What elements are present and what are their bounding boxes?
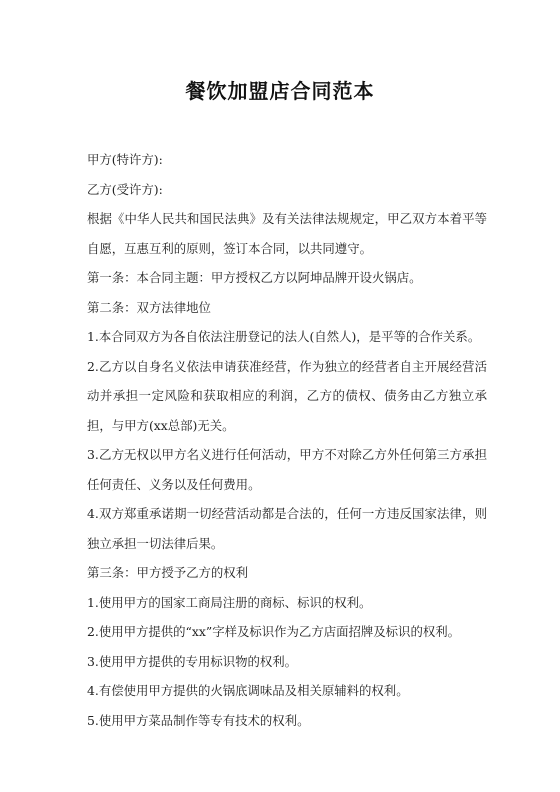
article-3-clause-3: 3.使用甲方提供的专用标识物的权利。 — [87, 653, 298, 669]
article-3-clause-4: 4.有偿使用甲方提供的火锅底调味品及相关原辅料的权利。 — [87, 683, 409, 698]
article-2-clause-2: 2.乙方以自身名义依法申请获准经营，作为独立的经营者自主开展经营活动并承担一定风险和获取相应的利润，乙方的债权、债务由乙方独立承担，与甲方(xx总部)无关。 — [87, 358, 487, 433]
article-3-heading: 第三条：甲方授予乙方的权利 — [87, 565, 249, 580]
article-2-clause-4: 4.双方郑重承诺期一切经营活动都是合法的，任何一方违反国家法律，则独立承担一切法律后果。 — [87, 506, 487, 551]
preamble-paragraph: 根据《中华人民共和国民法典》及有关法律法规规定，甲乙双方本着平等自愿，互惠互利的原则，签订本合同，以共同遵守。 — [87, 211, 487, 256]
party-b-line: 乙方(受许方): — [87, 181, 163, 197]
article-2-heading: 第二条：双方法律地位 — [87, 299, 211, 315]
article-3-clause-1: 1.使用甲方的国家工商局注册的商标、标识的权利。 — [87, 594, 372, 610]
article-2-clause-1: 1.本合同双方为各自依法注册登记的法人(自然人)，是平等的合作关系。 — [87, 329, 481, 344]
article-2-clause-3: 3.乙方无权以甲方名义进行任何活动，甲方不对除乙方外任何第三方承担任何责任、义务以及任何费用。 — [87, 447, 487, 492]
article-3-clause-5: 5.使用甲方菜品制作等专有技术的权利。 — [87, 712, 310, 728]
document-title: 餐饮加盟店合同范本 — [185, 79, 375, 103]
article-3-clause-2: 2.使用甲方提供的“xx”字样及标识作为乙方店面招牌及标识的权利。 — [87, 624, 461, 639]
party-a-line: 甲方(特许方): — [87, 152, 163, 167]
article-1-heading: 第一条：本合同主题：甲方授权乙方以阿坤品牌开设火锅店。 — [87, 270, 422, 285]
document-body — [87, 145, 487, 735]
